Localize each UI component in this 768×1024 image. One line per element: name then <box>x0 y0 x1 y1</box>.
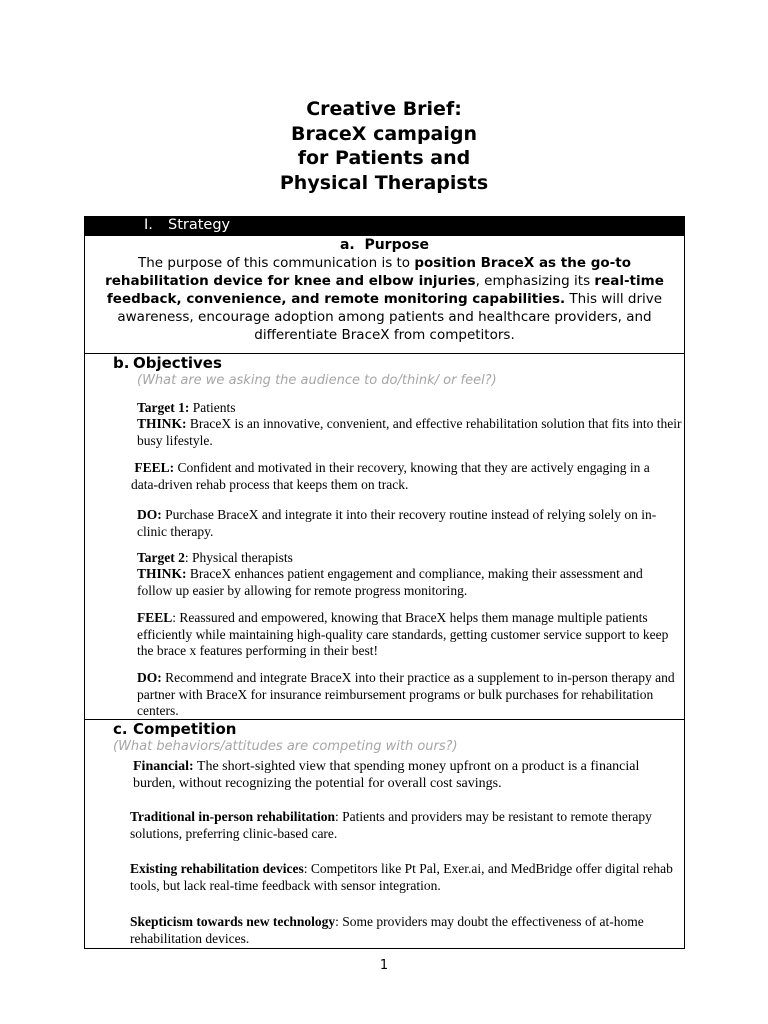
page-number: 1 <box>379 958 389 973</box>
competition-item-text: : Some providers may doubt the effectiveness of at-home rehabilitation devices. <box>130 914 644 946</box>
title-line-4: Physical Therapists <box>279 171 489 194</box>
feel-label: FEEL: <box>134 460 175 475</box>
purpose-text-3: This will drive awareness, encourage adoption among patients and healthcare providers, and differentiate BraceX from competitors. <box>117 291 663 343</box>
competition-item-label: Existing rehabilitation devices <box>130 861 304 876</box>
do-text: Purchase BraceX and integrate it into their recovery routine instead of relying solely on in-clinic therapy. <box>137 507 657 539</box>
purpose-section <box>84 236 685 354</box>
think-text: BraceX is an innovative, convenient, and effective rehabilitation solution that fits into their busy lifestyle. <box>137 416 682 448</box>
purpose-bold-2: real-time feedback, convenience, and remote monitoring capabilities. <box>106 273 664 307</box>
document-title <box>0 97 768 195</box>
objectives-hint: (What are we asking the audience to do/think/ or feel?) <box>137 373 497 388</box>
think-label: THINK: <box>137 416 187 431</box>
target-2-think <box>137 566 667 599</box>
strategy-header <box>84 216 685 236</box>
target-1-feel <box>131 460 676 493</box>
target-2-do <box>137 670 677 720</box>
target-1-line <box>137 400 682 417</box>
target-2-label: Target 2 <box>137 550 185 565</box>
strategy-label: Strategy <box>168 217 231 233</box>
target-1-label: Target 1: <box>137 400 190 415</box>
target-2-line <box>137 550 682 567</box>
title-line-1: Creative Brief: <box>306 98 462 120</box>
competition-section <box>84 720 685 949</box>
purpose-title: Purpose <box>364 237 430 253</box>
feel-label: FEEL <box>137 610 173 625</box>
competition-item-text: The short-sighted view that spending money upfront on a product is a financial burden, without recognizing the potential for overall cost savings. <box>133 759 640 791</box>
competition-letter: c. <box>113 720 128 738</box>
feel-text: Confident and motivated in their recovery, knowing that they are actively engaging in a data-driven rehab process that keeps them on track. <box>131 460 650 492</box>
target-1-think <box>137 416 682 449</box>
purpose-body <box>85 254 684 344</box>
objectives-letter: b. <box>113 354 130 372</box>
competition-hint: (What behaviors/attitudes are competing with ours?) <box>113 739 458 754</box>
do-label: DO: <box>137 507 162 522</box>
competition-item-text: : Competitors like Pt Pal, Exer.ai, and MedBridge offer digital rehab tools, but lack real-time feedback with sensor integration. <box>130 861 673 893</box>
purpose-text-2: , emphasizing its <box>475 273 595 289</box>
competition-title: Competition <box>133 720 237 738</box>
brief-table <box>84 216 685 949</box>
purpose-heading <box>85 236 684 254</box>
competition-heading <box>113 720 236 738</box>
competition-item-label: Skepticism towards new technology <box>130 914 336 929</box>
purpose-bold-1: position BraceX as the go-to rehabilitation device for knee and elbow injuries <box>105 255 631 289</box>
target-2-feel <box>137 610 685 660</box>
think-label: THINK: <box>137 566 187 581</box>
target-1-do <box>137 507 677 540</box>
competition-item-label: Traditional in-person rehabilitation <box>130 809 336 824</box>
competition-item <box>130 914 675 947</box>
feel-text: : Reassured and empowered, knowing that BraceX helps them manage multiple patients efficiently while maintaining high-quality care standards, getting customer service support to keep the brace x features performing in their best! <box>137 610 669 658</box>
competition-item <box>133 758 673 792</box>
target-1-value: Patients <box>189 400 236 415</box>
competition-item <box>130 861 675 894</box>
competition-item-text: : Patients and providers may be resistant to remote therapy solutions, preferring clinic-based care. <box>130 809 652 841</box>
do-label: DO: <box>137 670 162 685</box>
think-text: BraceX enhances patient engagement and compliance, making their assessment and follow up easier by allowing for remote progress monitoring. <box>137 566 643 598</box>
objectives-heading <box>113 354 222 372</box>
objectives-title: Objectives <box>133 354 222 372</box>
purpose-letter: a. <box>339 237 355 253</box>
competition-item <box>130 809 675 842</box>
title-line-2: BraceX campaign <box>290 122 478 145</box>
target-2-value: : Physical therapists <box>184 550 293 565</box>
strategy-numeral: I. <box>144 217 153 233</box>
objectives-section <box>84 354 685 720</box>
title-line-3: for Patients and <box>297 147 471 169</box>
do-text: Recommend and integrate BraceX into their practice as a supplement to in-person therapy and partner with BraceX for insurance reimbursement programs or bulk purchases for rehabilitation centers. <box>137 670 675 718</box>
purpose-text-1: The purpose of this communication is to <box>137 255 415 271</box>
competition-item-label: Financial: <box>133 759 194 774</box>
